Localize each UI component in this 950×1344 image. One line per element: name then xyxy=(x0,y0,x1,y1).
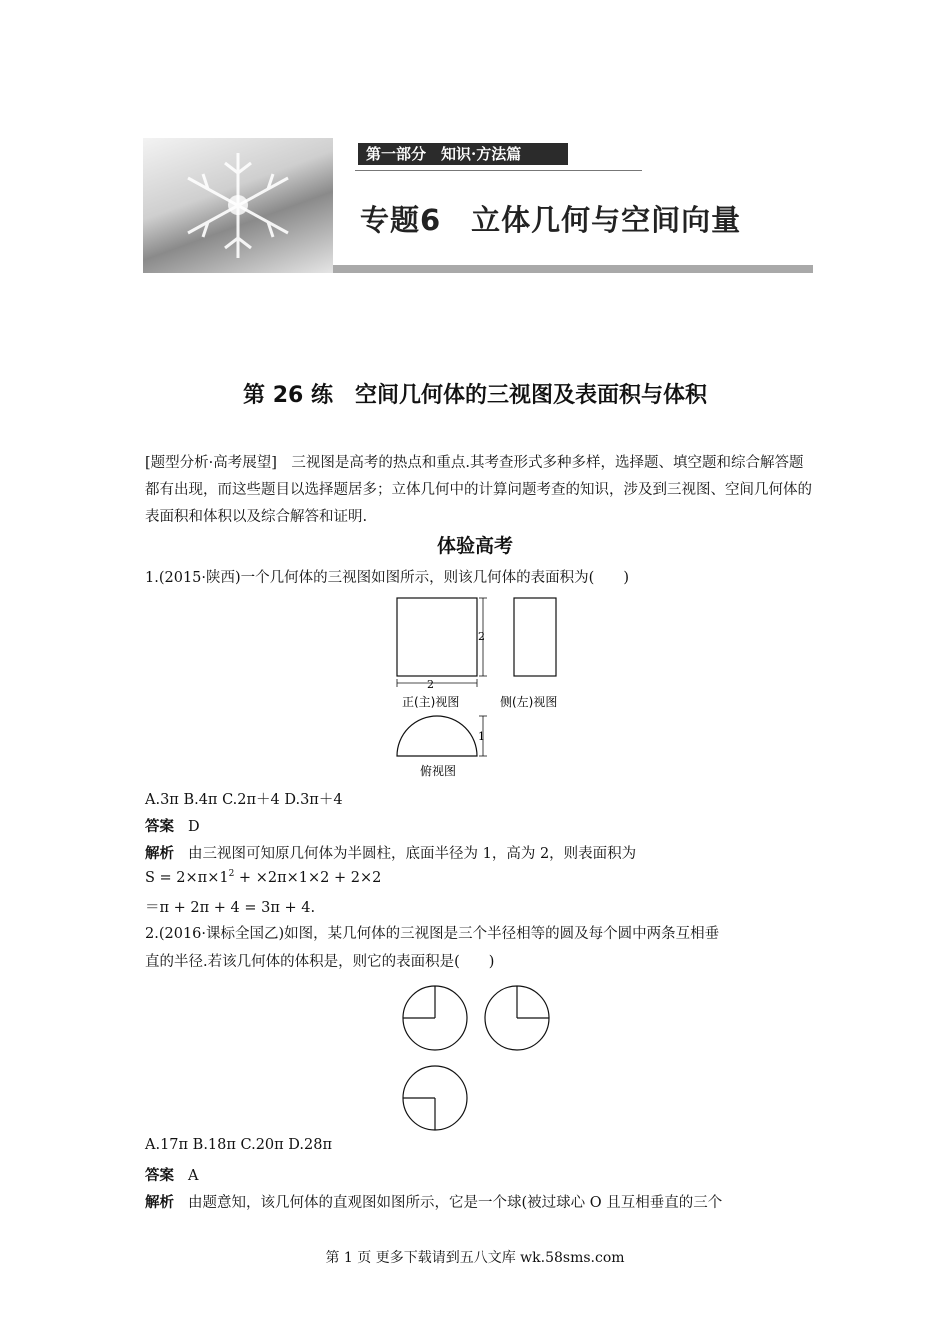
cap-side-view: 侧(左)视图 xyxy=(500,695,558,709)
section-heading: 体验高考 xyxy=(436,535,513,557)
q2-analysis: 由题意知，该几何体的直观图如图所示，它是一个球(被过球心 O 且互相垂直的三个 xyxy=(188,1195,723,1211)
q1-three-view-figure xyxy=(380,590,580,780)
banner-snowflake-image xyxy=(143,138,333,273)
q1-analysis: 由三视图可知原几何体为半圆柱，底面半径为 1，高为 2，则表面积为 xyxy=(188,846,637,862)
q1-dim-width: 2 xyxy=(427,678,434,691)
topic-title: 专题6 立体几何与空间向量 xyxy=(360,203,742,237)
lesson-title: 第 26 练 空间几何体的三视图及表面积与体积 xyxy=(243,383,707,408)
page-footer: 第 1 页 更多下载请到五八文库 wk.58sms.com xyxy=(325,1250,625,1266)
q1-formula-1 xyxy=(145,869,381,886)
q2-answer-row xyxy=(145,1164,198,1185)
q1-analysis-row xyxy=(145,842,636,863)
q2-answer: A xyxy=(188,1168,199,1184)
q2-analysis-row xyxy=(145,1191,722,1212)
q2-analysis-label: 解析 xyxy=(145,1195,174,1211)
snowflake-icon xyxy=(143,138,333,273)
banner-divider xyxy=(355,170,642,171)
q1-formula-2: ＝π + 2π + 4 = 3π + 4. xyxy=(145,900,316,916)
q1-stem: 1.(2015·陕西)一个几何体的三视图如图所示，则该几何体的表面积为( ) xyxy=(145,570,629,586)
q1-dim-height: 2 xyxy=(478,630,485,643)
top-view-semicircle xyxy=(397,716,477,756)
q1-formula1-prefix: S = 2×π×1 xyxy=(145,869,229,886)
q2-three-view-figure xyxy=(395,978,565,1138)
q1-formula1-suffix: + ×2π×1×2 + 2×2 xyxy=(234,869,382,886)
side-view-rect xyxy=(514,598,556,676)
q2-stem-line2: 直的半径.若该几何体的体积是，则它的表面积是( ) xyxy=(145,954,495,970)
part-label: 第一部分 知识·方法篇 xyxy=(358,143,568,165)
front-view-rect xyxy=(397,598,477,676)
q1-answer: D xyxy=(188,819,200,835)
q1-formula1-sup: 2 xyxy=(228,869,235,879)
cap-front-view: 正(主)视图 xyxy=(402,695,460,709)
q1-options: A.3π B.4π C.2π＋4 D.3π＋4 xyxy=(145,792,343,808)
cap-top-view: 俯视图 xyxy=(420,764,457,778)
q2-stem-line1: 2.(2016·课标全国乙)如图，某几何体的三视图是三个半径相等的圆及每个圆中两条互相垂 xyxy=(145,926,720,942)
q2-answer-label: 答案 xyxy=(145,1168,174,1184)
q1-answer-label: 答案 xyxy=(145,819,174,835)
intro-paragraph: [题型分析·高考展望] 三视图是高考的热点和重点.其考查形式多种多样，选择题、填空题和综合解答题都有出现，而这些题目以选择题居多；立体几何中的计算问题考查的知识，涉及到三视图、空间几何体的表面积和体积以及综合解答和证明. xyxy=(145,455,812,525)
q1-dim-radius: 1 xyxy=(478,730,485,743)
q2-options: A.17π B.18π C.20π D.28π xyxy=(145,1137,332,1153)
q1-analysis-label: 解析 xyxy=(145,846,174,862)
q1-answer-row xyxy=(145,815,200,836)
banner-rule xyxy=(333,265,813,273)
